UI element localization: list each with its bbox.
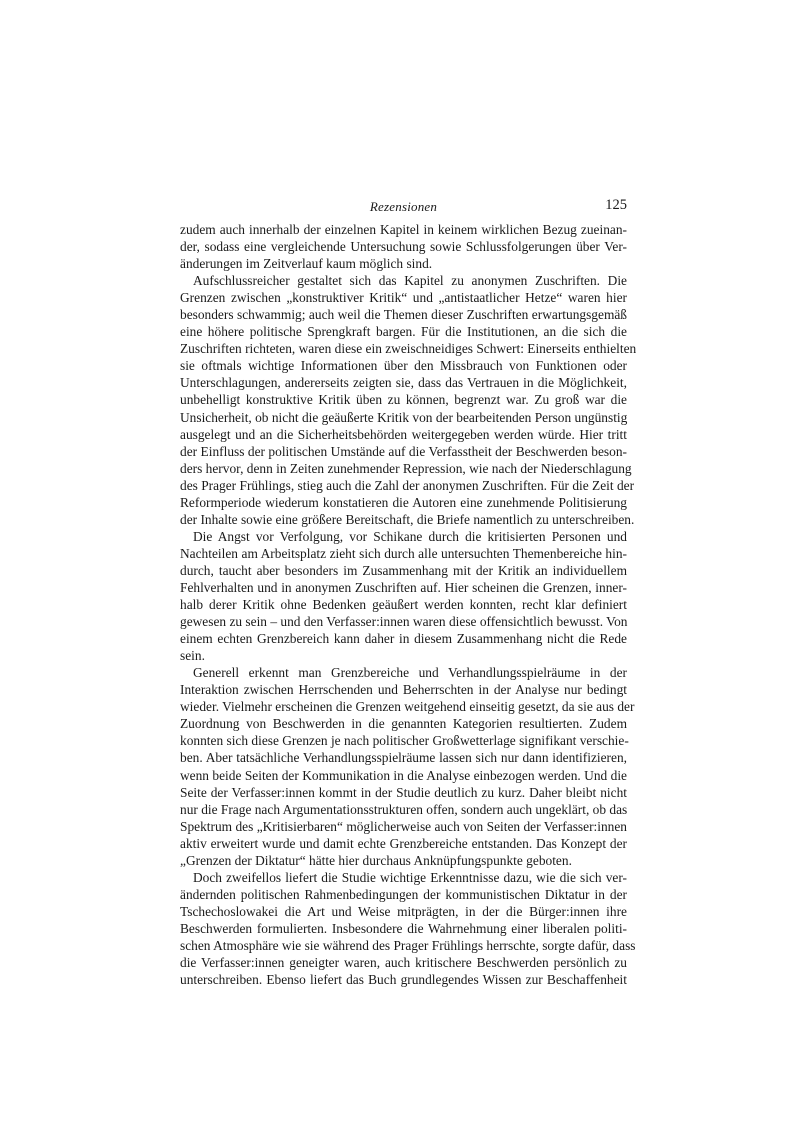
page-number: 125	[605, 197, 627, 213]
text-line: Zuschriften richteten, waren diese ein zweischneidiges Schwert: Einerseits enthielten	[180, 341, 637, 357]
text-line: nur die Frage nach Argumentationsstrukturen offen, sondern auch ungeklärt, ob das	[180, 801, 628, 817]
text-line: Nachteilen am Arbeitsplatz zieht sich durch alle untersuchten Themenbereiche hin-	[180, 545, 627, 561]
text-line: gewesen zu sein – und den Verfasser:innen waren diese offensichtlich bewusst. Von	[180, 614, 628, 630]
text-line: sein.	[180, 648, 205, 664]
text-line: Reformperiode wiederum konstatieren die Autoren eine zunehmende Politisierung	[180, 494, 627, 510]
text-line: eine höhere politische Sprengkraft bargen. Für die Institutionen, an die sich die	[180, 324, 627, 340]
text-line: Tschechoslowakei die Art und Weise mitprägten, in der die Bürger:innen ihre	[180, 903, 627, 919]
text-line: wenn beide Seiten der Kommunikation in die Analyse einbezogen werden. Und die	[180, 767, 627, 783]
text-line: die Verfasser:innen geneigter waren, auch kritischere Beschwerden persönlich zu	[180, 955, 627, 971]
text-line: Beschwerden formulierten. Insbesondere die Wahrnehmung einer liberalen politi-	[180, 920, 627, 936]
text-line: Zuordnung von Beschwerden in die genannten Kategorien resultierten. Zudem	[180, 716, 627, 732]
text-line: Generell erkennt man Grenzbereiche und Verhandlungsspielräume in der	[193, 665, 627, 681]
text-line: durch, taucht aber besonders im Zusammenhang mit der Kritik an individuellem	[180, 562, 627, 578]
body-text	[180, 221, 637, 988]
text-line: Unterschlagungen, andererseits zeigten sie, dass das Vertrauen in die Möglichkeit,	[180, 375, 627, 391]
text-line: ders hervor, denn in Zeiten zunehmender Repression, wie nach der Niederschlagung	[180, 460, 632, 476]
text-line: halb derer Kritik ohne Bedenken geäußert werden konnten, recht klar definiert	[180, 597, 627, 613]
text-line: unbehelligt konstruktive Kritik üben zu können, begrenzt war. Zu groß war die	[180, 392, 627, 408]
text-line: „Grenzen der Diktatur“ hätte hier durchaus Anknüpfungspunkte geboten.	[180, 852, 572, 868]
text-line: Seite der Verfasser:innen kommt in der Studie deutlich zu kurz. Daher bleibt nicht	[180, 784, 627, 800]
text-line: Unsicherheit, ob nicht die geäußerte Kritik von der bearbeitenden Person ungünstig	[180, 409, 628, 425]
text-line: aktiv erweitert wurde und damit echte Grenzbereiche entstanden. Das Konzept der	[180, 835, 627, 851]
text-line: einem echten Grenzbereich kann daher in diesem Zusammenhang nicht die Rede	[180, 631, 627, 647]
text-line: besonders schwammig; auch weil die Themen dieser Zuschriften erwartungsgemäß	[180, 307, 627, 323]
text-line: ben. Aber tatsächliche Verhandlungsspielräume lassen sich nur dann identifizieren,	[180, 750, 627, 766]
text-line: konnten sich diese Grenzen je nach politischer Großwetterlage signifikant verschie-	[180, 733, 629, 749]
text-line: Spektrum des „Kritisierbaren“ möglicherweise auch von Seiten der Verfasser:innen	[180, 818, 627, 834]
text-line: unterschreiben. Ebenso liefert das Buch grundlegendes Wissen zur Beschaffenheit	[180, 972, 627, 988]
text-line: Doch zweifellos liefert die Studie wichtige Erkenntnisse dazu, wie die sich ver-	[193, 869, 627, 885]
text-line: der, sodass eine vergleichende Untersuchung sowie Schlussfolgerungen über Ver-	[180, 239, 627, 255]
text-line: Die Angst vor Verfolgung, vor Schikane durch die kritisierten Personen und	[193, 528, 627, 544]
text-line: des Prager Frühlings, stieg auch die Zahl der anonymen Zuschriften. Für die Zeit der	[180, 477, 635, 493]
text-line: Interaktion zwischen Herrschenden und Beherrschten in der Analyse nur bedingt	[180, 682, 627, 698]
running-head: Rezensionen	[369, 199, 438, 214]
text-line: wieder. Vielmehr erscheinen die Grenzen weitgehend einseitig gesetzt, da sie aus der	[180, 699, 635, 715]
text-line: Grenzen zwischen „konstruktiver Kritik“ und „antistaatlicher Hetze“ waren hier	[180, 290, 627, 306]
text-line: zudem auch innerhalb der einzelnen Kapitel in keinem wirklichen Bezug zueinan-	[180, 222, 627, 237]
text-line: sie oftmals wichtige Informationen über den Missbrauch von Funktionen oder	[180, 358, 627, 374]
text-line: schen Atmosphäre wie sie während des Prager Frühlings herrschte, sorgte dafür, dass	[180, 937, 636, 953]
text-line: der Inhalte sowie eine größere Bereitschaft, die Briefe namentlich zu unterschreiben.	[180, 511, 635, 527]
text-line: ausgelegt und an die Sicherheitsbehörden weitergegeben werden würde. Hier tritt	[180, 426, 627, 442]
text-line: änderungen im Zeitverlauf kaum möglich sind.	[180, 256, 433, 272]
text-line: ändernden politischen Rahmenbedingungen der kommunistischen Diktatur in der	[180, 886, 627, 902]
page-header	[180, 197, 627, 217]
text-line: der Einfluss der politischen Umstände auf die Verfasstheit der Beschwerden beson-	[180, 443, 627, 459]
text-line: Aufschlussreicher gestaltet sich das Kapitel zu anonymen Zuschriften. Die	[193, 273, 627, 289]
text-line: Fehlverhalten und in anonymen Zuschriften auf. Hier scheinen die Grenzen, inner-	[180, 579, 627, 595]
